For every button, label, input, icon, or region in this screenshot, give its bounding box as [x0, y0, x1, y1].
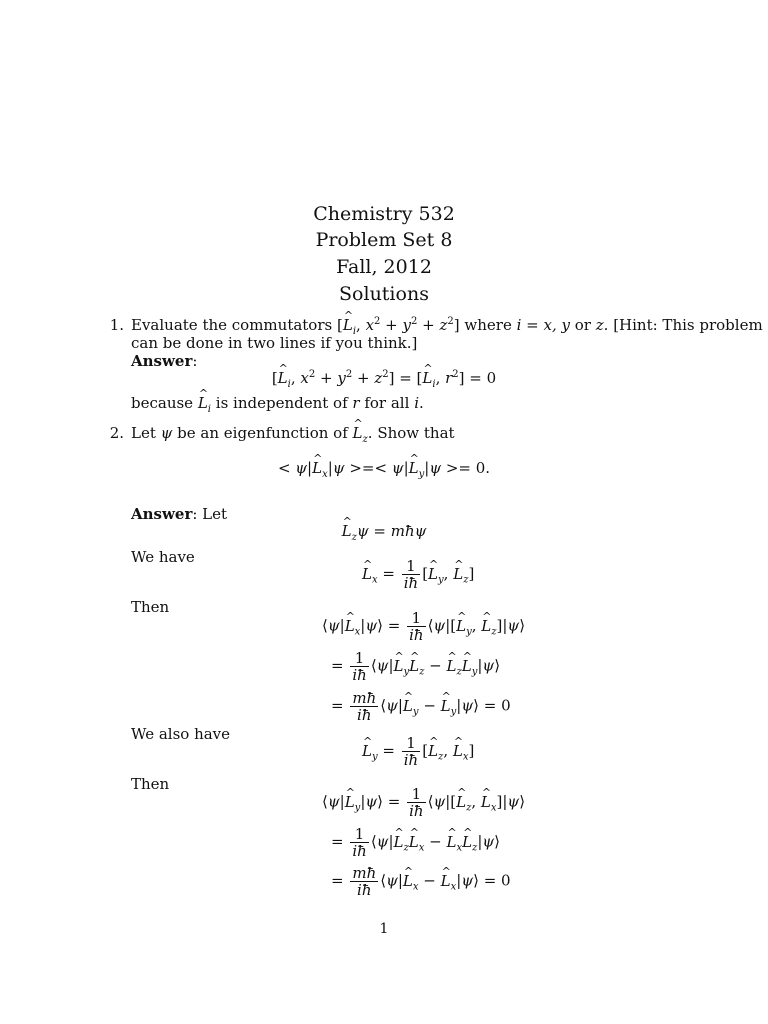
- page-number: 1: [379, 921, 389, 937]
- lx-commutator-equation: ^ $L_x$ = $\frac{1}{iħ}$ [^ $L_y$, ^ $L_z$]: [362, 558, 474, 591]
- term-title: Fall, 2012: [336, 256, 432, 278]
- ly-expectation-line-1: ⟨ψ|^ $L_y|\psi⟩$ = $\frac{1}{iħ}$ ⟨ψ|[^ $L_z$, ^ $L_x]|\psi⟩$: [322, 786, 525, 819]
- problem-2-statement: Let ψ be an eigenfunction of ^ $L_z$. Show that: [131, 424, 455, 442]
- ly-expectation-line-2: = $\frac{1}{iħ}$ ⟨ψ|^ $L_z\^{}$ $L_x$ − ^ $L_x\^{}$ $L_z|\psi⟩$: [331, 826, 500, 859]
- problem-1-text-d: . [Hint: This problem: [603, 316, 763, 334]
- problem-1-statement: Evaluate the commutators [^ $L_i$, $x^2 + y^2 + z^2$] where i = x, y or z. [Hint: This problem: [131, 316, 763, 334]
- problem-2-number: 2.: [109, 424, 124, 442]
- we-also-have-label: We also have: [131, 725, 231, 743]
- commutator-expression: [^ $L_i$, $x^2 + y^2 + z^2$]: [337, 316, 460, 334]
- problem-2-show-equation: < ψ|^ $L_x|\psi$ >=< ψ|^ $L_y|\psi >= 0$.: [0, 459, 768, 477]
- course-title: Chemistry 532: [313, 203, 455, 225]
- problem-1-number: 1.: [109, 316, 124, 334]
- problem-1-text-b: where: [459, 316, 517, 334]
- problem-1-answer-label: Answer:: [131, 352, 198, 370]
- problem-1-answer-equation: [^ $L_i$, $x^2 + y^2 + z^2$] = [^ $L_i$, $r^2] = 0$: [0, 369, 768, 387]
- lx-expectation-line-3: = $\frac{mħ}{iħ}$ ⟨ψ|^ $L_y$ − ^ $L_y|\psi⟩ = 0$: [331, 690, 511, 723]
- problem-1-statement-line2: can be done in two lines if you think.]: [131, 334, 418, 352]
- eigen-equation: ^ $L_z\psi$ = mħψ: [0, 522, 768, 540]
- problem-2-answer-label: Answer: Let: [131, 505, 228, 523]
- we-have-label: We have: [131, 548, 195, 566]
- index-expression: i: [516, 316, 522, 334]
- solutions-title: Solutions: [339, 283, 429, 305]
- ly-expectation-line-3: = $\frac{mħ}{iħ}$ ⟨ψ|^ $L_x$ − ^ $L_x|\psi⟩ = 0$: [331, 865, 511, 898]
- problem-1-text-a: Evaluate the commutators: [131, 316, 337, 334]
- problem-1-because: because ^ $L_i$ is independent of r for all i.: [131, 394, 424, 412]
- lx-expectation-line-1: ⟨ψ|^ $L_x|\psi⟩$ = $\frac{1}{iħ}$ ⟨ψ|[^ $L_y$, ^ $L_z]|\psi⟩$: [322, 610, 525, 643]
- lx-expectation-line-2: = $\frac{1}{iħ}$ ⟨ψ|^ $L_y\^{}$ $L_z$ − ^ $L_z\^{}$ $L_y|\psi⟩$: [331, 650, 500, 683]
- problem-1-text-c: or: [570, 316, 596, 334]
- problem-set-title: Problem Set 8: [315, 229, 453, 251]
- ly-commutator-equation: ^ $L_y$ = $\frac{1}{iħ}$ [^ $L_z$, ^ $L_x$]: [362, 735, 474, 768]
- then-label-2: Then: [131, 775, 170, 793]
- then-label-1: Then: [131, 598, 170, 616]
